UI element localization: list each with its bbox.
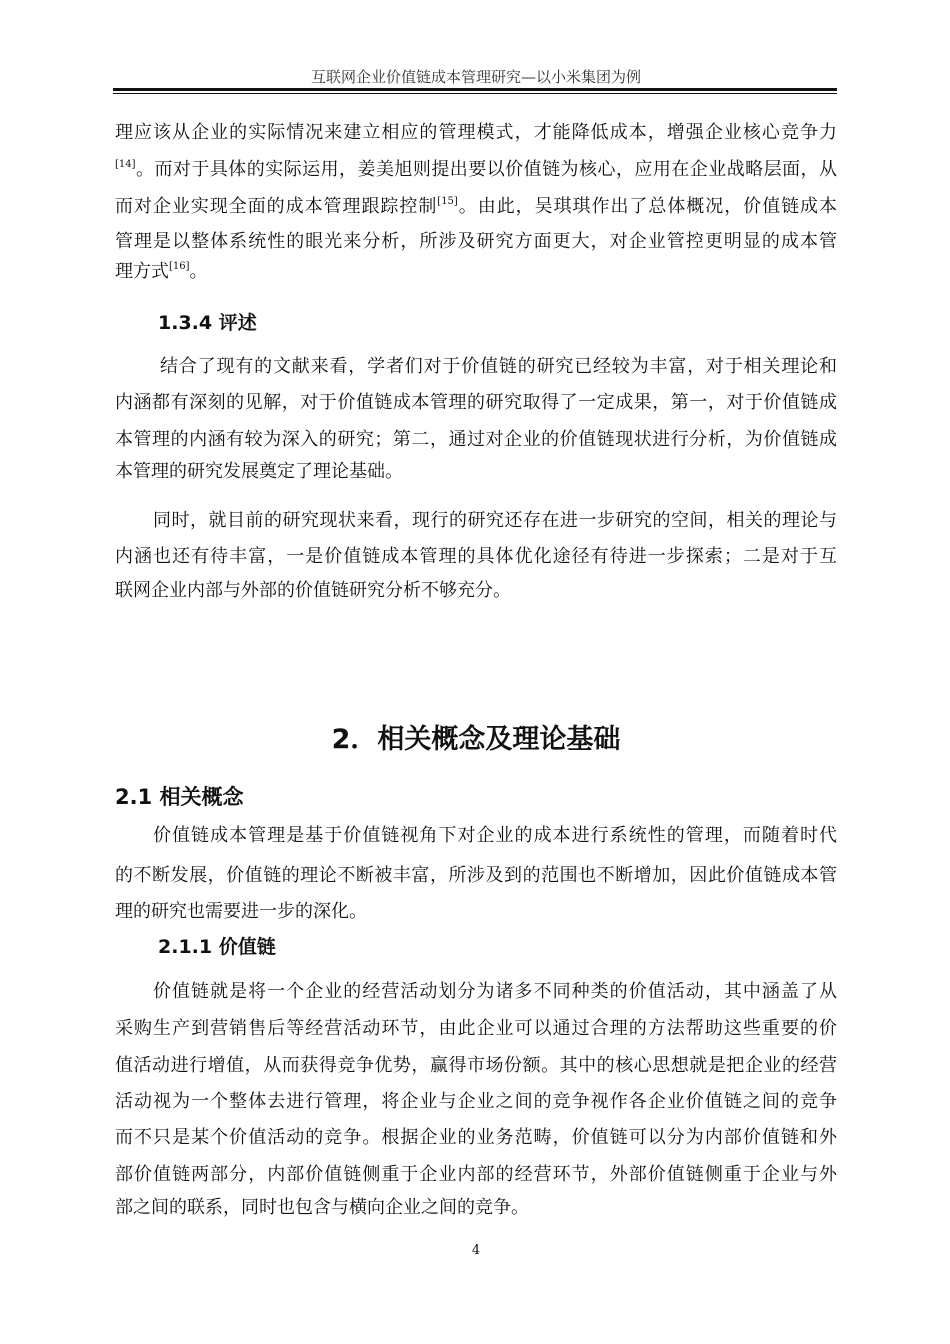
text-line: 价值链成本管理是基于价值链视角下对企业的成本进行系统性的管理，而随着时代 (153, 825, 837, 846)
text: 。由此，吴琪琪作出了总体概况，价值链成本 (457, 196, 837, 217)
text-line: 的不断发展，价值链的理论不断被丰富，所涉及到的范围也不断增加，因此价值链成本管 (115, 865, 837, 886)
text-line: 价值链就是将一个企业的经营活动划分为诸多不同种类的价值活动，其中涵盖了从 (153, 981, 837, 1002)
section-heading-2-1: 2.1 相关概念 (115, 785, 244, 809)
text-line: 内涵都有深刻的见解，对于价值链成本管理的研究取得了一定成果，第一，对于价值链成 (115, 392, 837, 413)
section-heading-1-3-4: 1.3.4 评述 (158, 312, 257, 334)
citation: [16] (169, 261, 190, 272)
page-number: 4 (471, 1243, 481, 1258)
text: 而对企业实现全面的成本管理跟踪控制 (115, 196, 438, 217)
running-header: 互联网企业价值链成本管理研究—以小米集团为例 (310, 68, 641, 86)
text-line: 内涵也还有待丰富，一是价值链成本管理的具体优化途径有待进一步探索；二是对于互 (115, 546, 837, 567)
text-line: 本管理的研究发展奠定了理论基础。 (115, 461, 403, 482)
text-line: 理应该从企业的实际情况来建立相应的管理模式，才能降低成本，增强企业核心竞争力 (115, 122, 837, 143)
text-line: 活动视为一个整体去进行管理，将企业与企业之间的竞争视作各企业价值链之间的竞争 (115, 1091, 837, 1112)
text-line: 部价值链两部分，内部价值链侧重于企业内部的经营环节，外部价值链侧重于企业与外 (115, 1164, 837, 1185)
text-line: 同时，就目前的研究现状来看，现行的研究还存在进一步研究的空间，相关的理论与 (153, 510, 837, 531)
text-line: 结合了现有的文献来看，学者们对于价值链的研究已经较为丰富，对于相关理论和 (160, 356, 837, 377)
header-rule-thin (113, 93, 837, 94)
section-heading-2-1-1: 2.1.1 价值链 (158, 936, 276, 958)
text-line (115, 194, 837, 220)
text-line: 采购生产到营销售后等经营活动环节，由此企业可以通过合理的方法帮助这些重要的价 (115, 1018, 837, 1039)
text-line: 本管理的内涵有较为深入的研究；第二，通过对企业的价值链现状进行分析，为价值链成 (115, 429, 837, 450)
text: 。 (189, 261, 208, 282)
text-line: 部之间的联系，同时也包含与横向企业之间的竞争。 (115, 1197, 529, 1218)
text-line: 而不只是某个价值活动的竞争。根据企业的业务范畴，价值链可以分为内部价值链和外 (115, 1127, 837, 1148)
text-line: 联网企业内部与外部的价值链研究分析不够充分。 (115, 580, 511, 601)
text-line: 值活动进行增值，从而获得竞争优势，赢得市场份额。其中的核心思想就是把企业的经营 (115, 1055, 837, 1076)
header-rule (113, 88, 837, 91)
text: 。而对于具体的实际运用，姜美旭则提出要以价值链为核心，应用在企业战略层面，从 (135, 159, 837, 180)
citation: [14] (115, 159, 136, 170)
text-line (115, 157, 837, 183)
text-line: 理的研究也需要进一步的深化。 (115, 901, 367, 922)
citation: [15] (437, 196, 458, 207)
chapter-heading: 2．相关概念及理论基础 (331, 724, 621, 755)
text-line: 管理是以整体系统性的眼光来分析，所涉及研究方面更大，对企业管控更明显的成本管 (115, 231, 837, 252)
text-line (115, 259, 837, 285)
text: 理方式 (115, 261, 169, 282)
